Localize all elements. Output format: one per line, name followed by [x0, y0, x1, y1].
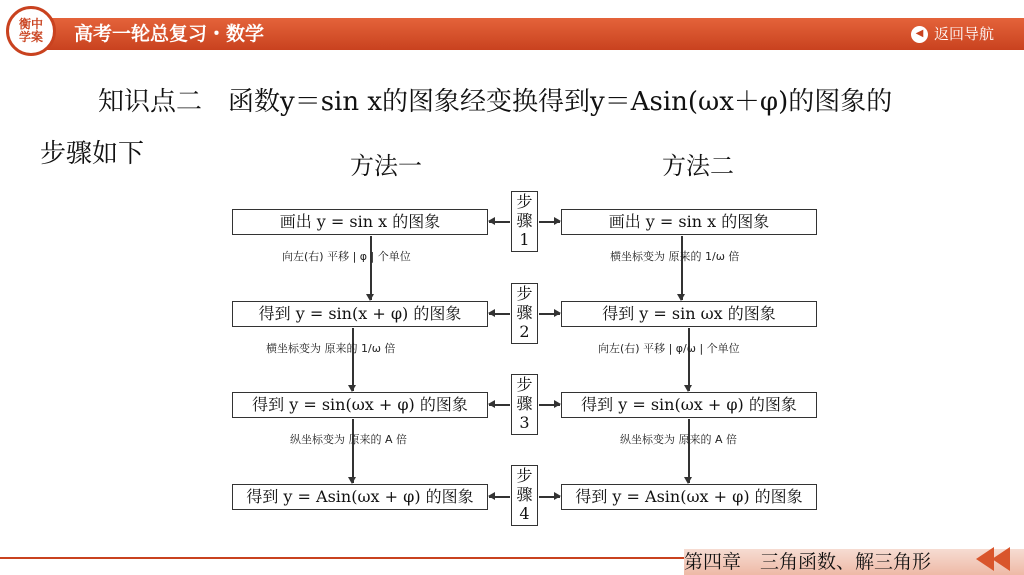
- arrow-down-left-2: [352, 328, 354, 391]
- arrow-right-3: [539, 404, 560, 406]
- method-one-note-1: 向左(右) 平移 | φ | 个单位: [282, 250, 411, 263]
- method-one-box-4: 得到 y = Asin(ωx + φ) 的图象: [232, 484, 488, 510]
- double-chevron-left-icon[interactable]: [974, 544, 1014, 574]
- arrow-left-3: [489, 404, 510, 406]
- method-two-box-3: 得到 y = sin(ωx + φ) 的图象: [561, 392, 817, 418]
- circle-arrow-left-icon: ◀: [911, 26, 928, 43]
- logo-text: 衡中学案: [18, 17, 43, 44]
- method-one-note-3: 纵坐标变为 原来的 A 倍: [290, 433, 408, 446]
- method-two-box-1: 画出 y = sin x 的图象: [561, 209, 817, 235]
- arrow-right-4: [539, 496, 560, 498]
- method-two-box-2: 得到 y = sin ωx 的图象: [561, 301, 817, 327]
- knowledge-heading: [40, 76, 1000, 180]
- arrow-left-2: [489, 313, 510, 315]
- header: [0, 0, 1024, 58]
- heading-line-1: 知识点二 函数y＝sin x的图象经变换得到y＝Asin(ωx＋φ)的图象的: [98, 87, 893, 117]
- method-one-box-2: 得到 y = sin(x + φ) 的图象: [232, 301, 488, 327]
- arrow-down-right-3: [688, 419, 690, 483]
- method-two-note-2: 向左(右) 平移 | φ/ω | 个单位: [598, 342, 740, 355]
- step-box-2: 步骤2: [511, 283, 538, 344]
- return-navigation-label: 返回导航: [933, 25, 994, 43]
- method-two-note-3: 纵坐标变为 原来的 A 倍: [620, 433, 738, 446]
- arrow-down-left-3: [352, 419, 354, 483]
- chapter-title: 第四章 三角函数、解三角形: [684, 551, 932, 573]
- arrow-right-1: [539, 221, 560, 223]
- arrow-down-left-1: [370, 236, 372, 300]
- method-two-title: 方法二: [662, 152, 734, 180]
- method-one-box-3: 得到 y = sin(ωx + φ) 的图象: [232, 392, 488, 418]
- heading-line-2: 步骤如下: [40, 139, 145, 169]
- step-box-1: 步骤1: [511, 191, 538, 252]
- method-one-box-1: 画出 y = sin x 的图象: [232, 209, 488, 235]
- logo: [6, 6, 56, 56]
- header-title: 高考一轮总复习・数学: [74, 23, 265, 45]
- arrow-left-4: [489, 496, 510, 498]
- footer: [0, 543, 1024, 575]
- step-box-4: 步骤4: [511, 465, 538, 526]
- method-two-note-1: 横坐标变为 原来的 1/ω 倍: [610, 250, 740, 263]
- arrow-right-2: [539, 313, 560, 315]
- arrow-down-right-1: [681, 236, 683, 300]
- arrow-down-right-2: [688, 328, 690, 391]
- method-one-note-2: 横坐标变为 原来的 1/ω 倍: [266, 342, 396, 355]
- method-one-title: 方法一: [350, 152, 422, 180]
- step-box-3: 步骤3: [511, 374, 538, 435]
- method-two-box-4: 得到 y = Asin(ωx + φ) 的图象: [561, 484, 817, 510]
- return-navigation-button[interactable]: [911, 22, 994, 46]
- arrow-left-1: [489, 221, 510, 223]
